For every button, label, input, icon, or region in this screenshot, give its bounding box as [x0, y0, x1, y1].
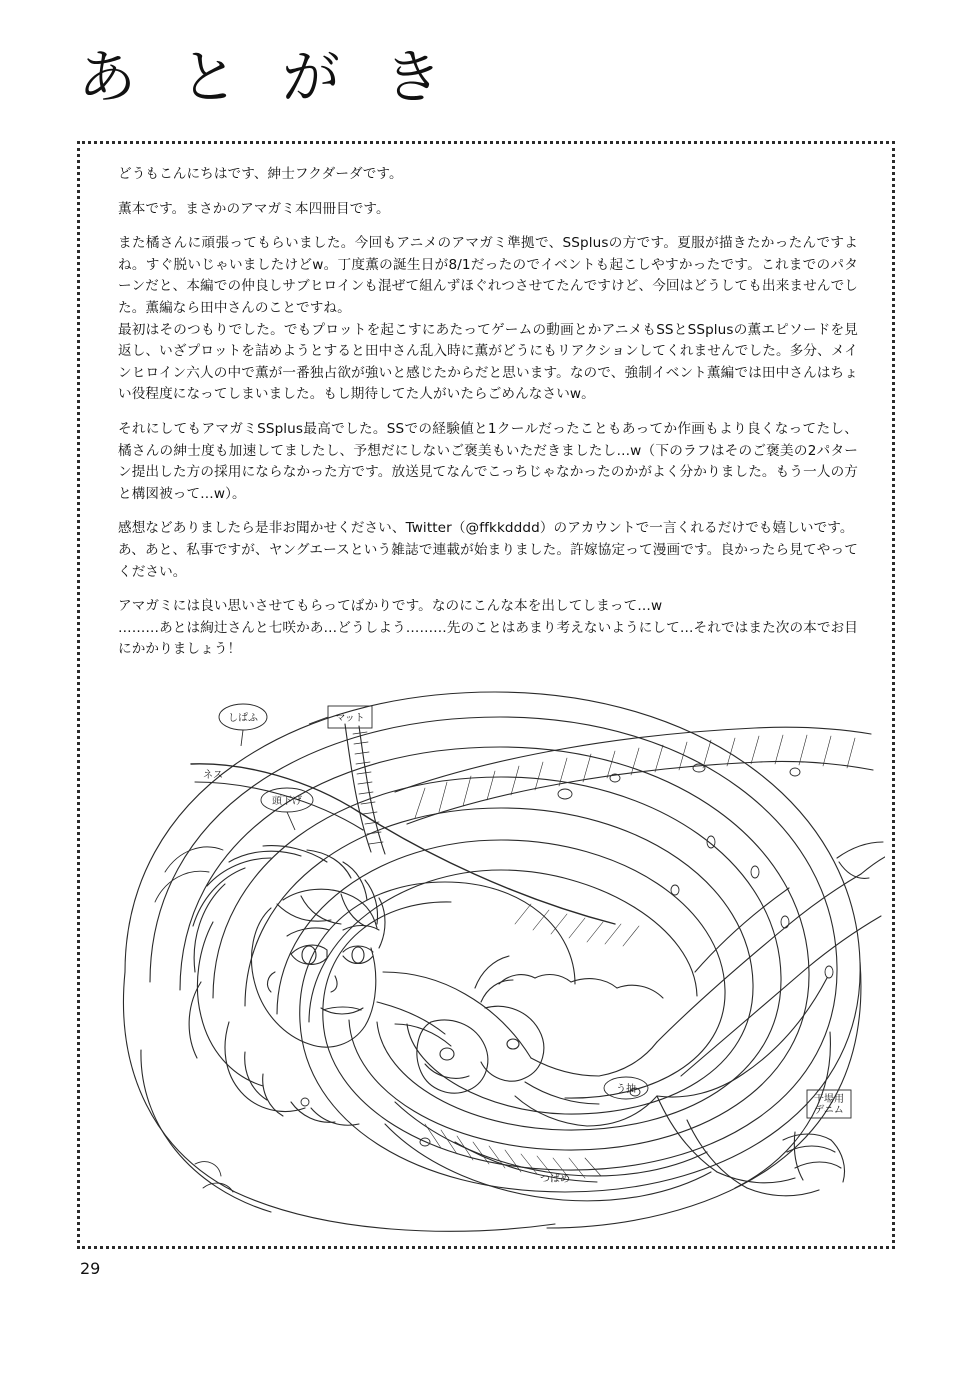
sketch-note: デニム: [814, 1105, 844, 1116]
sketch-illustration: [95, 672, 885, 1238]
page-number: 29: [80, 1259, 101, 1278]
afterword-paragraph: また橘さんに頑張ってもらいました。今回もアニメのアマガミ準拠で、SSplusの方です。夏服が描きたかったんですよね。すぐ脱いじゃいましたけどw。丁度薫の誕生日が8/1だったのでイベントも起こしやすかったです。これまでのパターンだと、本編での仲良しサブヒロインも混ぜて組んずほぐれつさせてたんですけど、今回はどうしても出来ませんでした。薫編なら田中さんのことですね。: [118, 235, 858, 316]
sketch-note: ネス: [203, 770, 223, 781]
afterword-paragraph: それにしてもアマガミSSplus最高でした。SSでの経験値と1クールだったこともあってか作画もより良くなってたし、橘さんの紳士度も加速してましたし、予想だにしないご褒美もいただきましたし…w（下のラフはそのご褒美の2パターン提出した方の採用にならなかった方です。放送見てなんでこっちじゃなかったのかがよく分かりました。もう一人の方と構図被って…w）。: [118, 420, 858, 502]
sketch-note: う抽: [616, 1084, 636, 1095]
sketch-note: マット: [335, 713, 365, 724]
sketch-note: つばめ: [540, 1174, 570, 1185]
afterword-text: [118, 164, 858, 674]
afterword-paragraph: あ、あと、私事ですが、ヤングエースという雑誌で連載が始まりました。許嫁協定って漫画です。良かったら見てやってください。: [118, 541, 858, 580]
afterword-paragraph: 薫本です。まさかのアマガミ本四冊目です。: [118, 200, 390, 217]
afterword-paragraph: どうもこんにちはです、紳士フクダーダです。: [118, 166, 403, 182]
afterword-paragraph: ………あとは絢辻さんと七咲かあ…どうしよう………先のことはあまり考えないようにして…それではまた次の本でお目にかかりましょう！: [118, 619, 858, 658]
sketch-illustration-drawing: [95, 672, 885, 1238]
sketch-note: 干場用: [814, 1094, 844, 1105]
page-title: あとがき: [78, 43, 487, 111]
sketch-note: しぱふ: [228, 713, 258, 724]
afterword-paragraph: 最初はそのつもりでした。でもプロットを起こすにあたってゲームの動画とかアニメもSSとSSplusの薫エピソードを見返し、いざプロットを詰めようとすると田中さん乱入時に薫がどうにもリアクションしてくれませんでした。多分、メインヒロイン六人の中で薫が一番独占欲が強いと感じたからだと思います。なので、強制イベント薫編では田中さんはちょい役程度になってしまいました。もし期待してた人がいたらごめんなさいw。: [118, 321, 858, 403]
afterword-paragraph: アマガミには良い思いさせてもらってばかりです。なのにこんな本を出してしまって…w: [118, 598, 663, 615]
sketch-note: 頭下げ: [272, 796, 302, 807]
afterword-paragraph: 感想などありましたら是非お聞かせください、Twitter（@ffkkdddd）のアカウントで一言くれるだけでも嬉しいです。: [118, 520, 854, 537]
